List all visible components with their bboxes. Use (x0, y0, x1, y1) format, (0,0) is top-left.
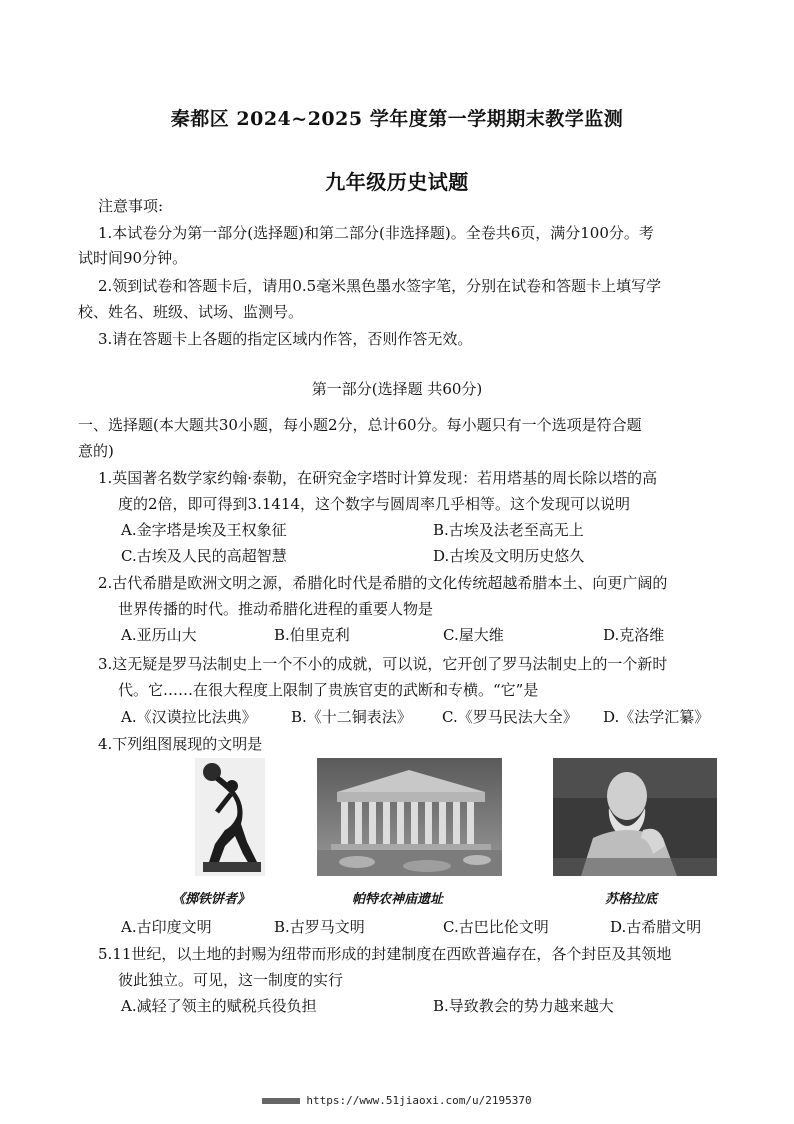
question-5-option-a[interactable]: A.减轻了领主的赋税兵役负担 (121, 997, 317, 1015)
question-4-option-a[interactable]: A.古印度文明 (121, 918, 212, 936)
part1-heading: 第一部分(选择题 共60分) (311, 380, 483, 398)
question-2-stem: 2.古代希腊是欧洲文明之源，希腊化时代是希腊的文化传统超越希腊本土、向更广阔的 (98, 574, 668, 592)
question-5-option-b[interactable]: B.导致教会的势力越来越大 (433, 997, 614, 1015)
question-2-option-a[interactable]: A.亚历山大 (121, 626, 197, 644)
question-1-option-d[interactable]: D.古埃及文明历史悠久 (433, 547, 585, 565)
question-4-option-d[interactable]: D.古希腊文明 (610, 918, 702, 936)
footer-logo-icon (262, 1098, 300, 1104)
parthenon-image (317, 758, 502, 876)
caption-socrates: 苏格拉底 (605, 892, 658, 907)
notice-heading: 注意事项: (98, 197, 164, 215)
caption-parthenon: 帕特农神庙遗址 (352, 892, 444, 907)
footer-url[interactable] (0, 1094, 794, 1107)
caption-discobolus: 《掷铁饼者》 (172, 892, 251, 907)
question-1-option-c[interactable]: C.古埃及人民的高超智慧 (121, 547, 287, 565)
question-3-option-b[interactable]: B.《十二铜表法》 (291, 708, 412, 726)
question-1-option-b[interactable]: B.古埃及法老至高无上 (433, 521, 584, 539)
question-4-option-b[interactable]: B.古罗马文明 (274, 918, 365, 936)
discobolus-image (195, 758, 265, 876)
question-3-stem: 3.这无疑是罗马法制史上一个不小的成就，可以说，它开创了罗马法制史上的一个新时 (98, 655, 668, 673)
question-3-option-d[interactable]: D.《法学汇纂》 (603, 708, 710, 726)
question-2-stem-cont: 世界传播的时代。推动希腊化进程的重要人物是 (118, 600, 434, 618)
socrates-statue-icon (553, 758, 717, 876)
notice-item-3: 3.请在答题卡上各题的指定区域内作答，否则作答无效。 (98, 330, 473, 348)
part1-instructions: 一、选择题(本大题共30小题，每小题2分，总计60分。每小题只有一个选项是符合题 (78, 416, 642, 434)
part1-instructions-cont: 意的) (78, 442, 114, 460)
notice-item-1: 1.本试卷分为第一部分(选择题)和第二部分(非选择题)。全卷共6页，满分100分。考 (98, 224, 654, 242)
discobolus-statue-icon (195, 758, 265, 876)
question-2-option-b[interactable]: B.伯里克利 (274, 626, 350, 644)
question-3-option-c[interactable]: C.《罗马民法大全》 (442, 708, 578, 726)
question-4-option-c[interactable]: C.古巴比伦文明 (443, 918, 549, 936)
question-4-stem: 4.下列组图展现的文明是 (98, 735, 263, 753)
notice-item-2: 2.领到试卷和答题卡后，请用0.5毫米黑色墨水签字笔，分别在试卷和答题卡上填写学 (98, 277, 662, 295)
question-3-option-a[interactable]: A.《汉谟拉比法典》 (121, 708, 257, 726)
question-1-option-a[interactable]: A.金字塔是埃及王权象征 (121, 521, 287, 539)
notice-item-1-cont: 试时间90分钟。 (78, 249, 188, 267)
footer-url-text[interactable]: https://www.51jiaoxi.com/u/2195370 (306, 1094, 532, 1107)
question-5-stem-cont: 彼此独立。可见，这一制度的实行 (118, 971, 344, 989)
question-2-option-d[interactable]: D.克洛维 (603, 626, 665, 644)
page-subtitle: 九年级历史试题 (325, 170, 469, 194)
socrates-image (553, 758, 717, 876)
notice-item-2-cont: 校、姓名、班级、试场、监测号。 (78, 303, 304, 321)
parthenon-temple-icon (317, 758, 502, 876)
question-3-stem-cont: 代。它……在很大程度上限制了贵族官吏的武断和专横。“它”是 (118, 681, 539, 699)
question-5-stem: 5.11世纪，以土地的封赐为纽带而形成的封建制度在西欧普遍存在，各个封臣及其领地 (98, 945, 672, 963)
question-2-option-c[interactable]: C.屋大维 (443, 626, 504, 644)
question-1-stem: 1.英国著名数学家约翰·泰勒，在研究金字塔时计算发现：若用塔基的周长除以塔的高 (98, 469, 658, 487)
page-title: 秦都区 2024~2025 学年度第一学期期末教学监测 (170, 108, 624, 130)
question-1-stem-cont: 度的2倍，即可得到3.1414，这个数字与圆周率几乎相等。这个发现可以说明 (118, 495, 631, 513)
